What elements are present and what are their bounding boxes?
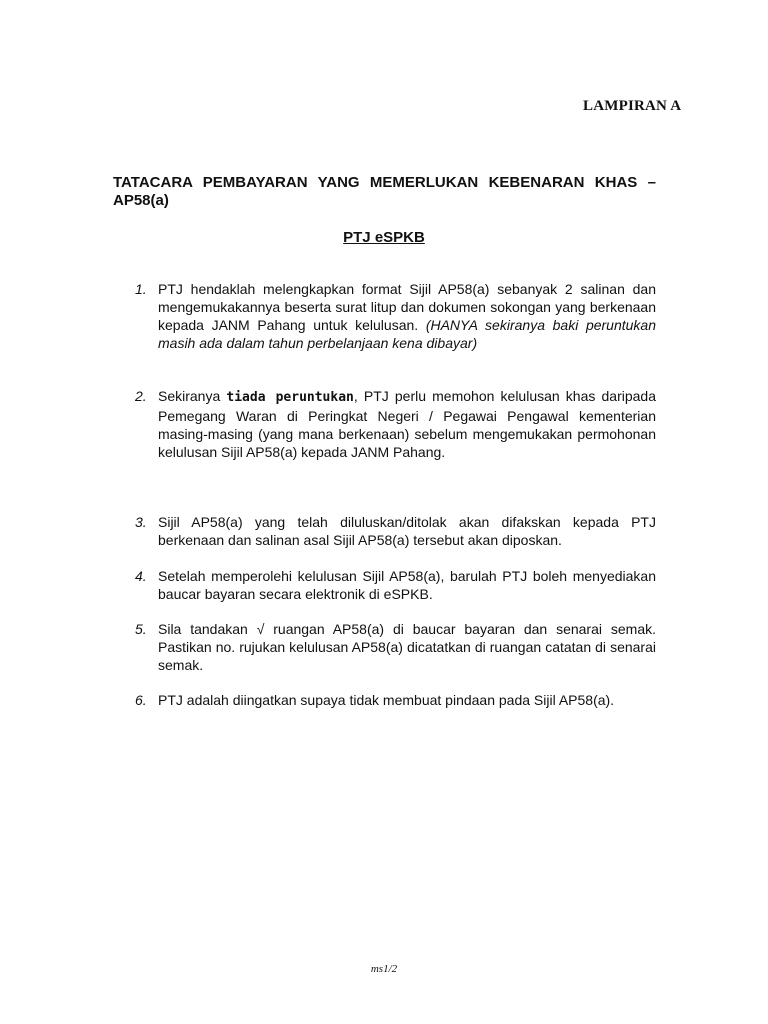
- list-item-body: PTJ hendaklah melengkapkan format Sijil AP58(a) sebanyak 2 salinan dan mengemukakannya beserta surat litup dan dokumen sokongan yang berkenaan kepada JANM Pahang untuk kelulusan.: [158, 281, 656, 333]
- list-item-note: (HANYA sekiranya baki peruntukan masih ada dalam tahun perbelanjaan kena dibayar): [158, 317, 656, 351]
- list-item-text: [158, 387, 656, 461]
- list-item: [113, 620, 656, 674]
- list-item-number: 5.: [135, 621, 147, 637]
- list-item: [113, 280, 656, 352]
- list-item: [113, 567, 656, 603]
- list-item-body-post: , PTJ perlu memohon kelulusan khas daripada Pemegang Waran di Peringkat Negeri / Pegawai Pengawal kementerian masing-masing (yang mana berkenaan) sebelum mengemukakan permohonan kelulusan Sijil AP58(a) kepada JANM Pahang.: [158, 388, 656, 460]
- list-item-number: 6.: [135, 692, 147, 708]
- list-item-text: [158, 280, 656, 352]
- list-item-text: Sijil AP58(a) yang telah diluluskan/ditolak akan difakskan kepada PTJ berkenaan dan salinan asal Sijil AP58(a) tersebut akan diposkan.: [158, 514, 656, 548]
- list-item-text: PTJ adalah diingatkan supaya tidak membuat pindaan pada Sijil AP58(a).: [158, 692, 615, 708]
- attachment-label: LAMPIRAN A: [583, 98, 682, 114]
- list-item-number: 2.: [135, 388, 147, 404]
- document-subtitle: PTJ eSPKB: [343, 229, 425, 246]
- list-item-body-pre: Sekiranya: [158, 388, 227, 404]
- page-number: ms1/2: [370, 963, 398, 975]
- document-title: TATACARA PEMBAYARAN YANG MEMERLUKAN KEBENARAN KHAS – AP58(a): [113, 174, 656, 209]
- list-item: [113, 691, 656, 709]
- list-item-emphasis: tiada peruntukan: [226, 390, 354, 405]
- list-item-text: Setelah memperolehi kelulusan Sijil AP58(a), barulah PTJ boleh menyediakan baucar bayaran secara elektronik di eSPKB.: [158, 568, 656, 602]
- list-item-number: 1.: [135, 281, 147, 297]
- list-item: [113, 387, 656, 461]
- list-item-number: 3.: [135, 514, 147, 530]
- list-item-text: Sila tandakan √ ruangan AP58(a) di baucar bayaran dan senarai semak. Pastikan no. rujukan kelulusan AP58(a) dicatatkan di ruangan catatan di senarai semak.: [158, 621, 656, 673]
- list-item: [113, 513, 656, 549]
- list-item-number: 4.: [135, 568, 147, 584]
